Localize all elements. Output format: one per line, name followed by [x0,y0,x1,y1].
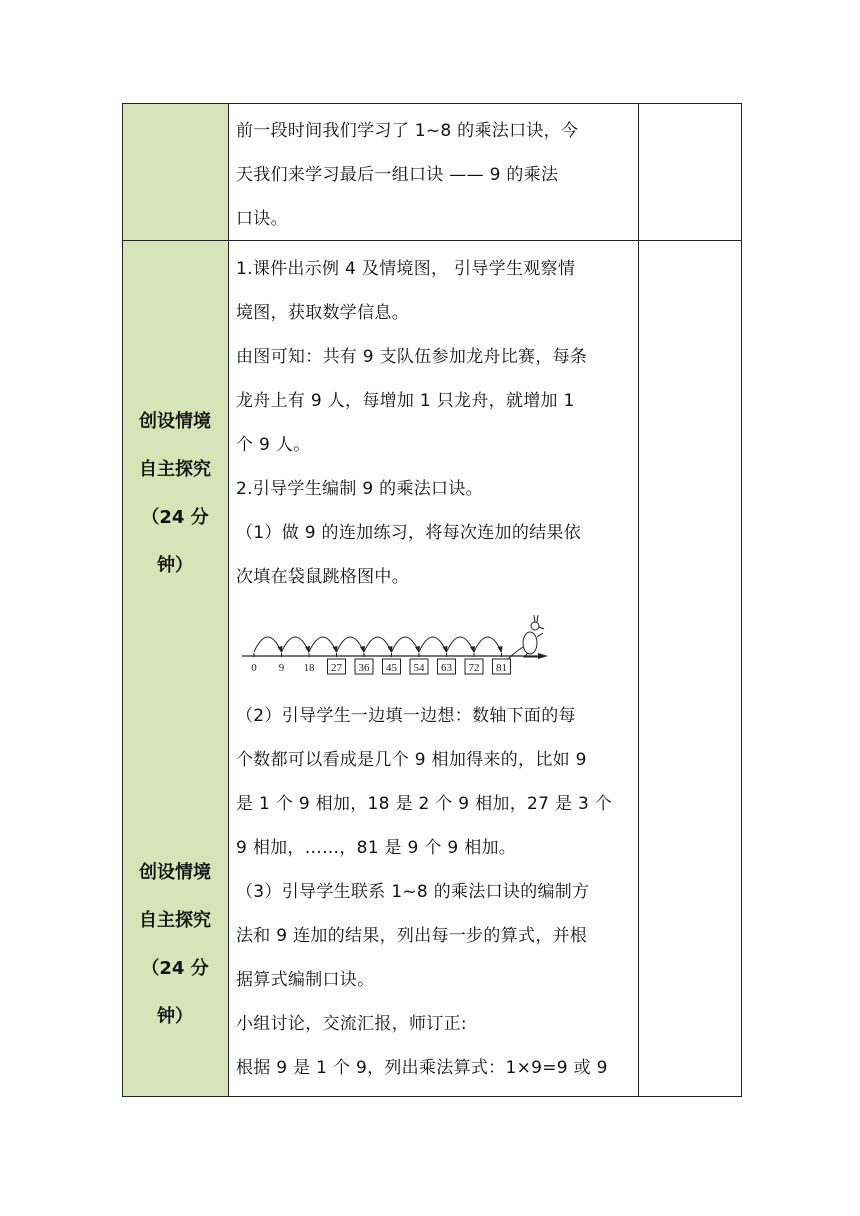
text-line: （1）做 9 的连加练习，将每次连加的结果依 [236,523,582,543]
column-divider-2 [638,103,639,1097]
hop-arc [419,637,447,652]
kangaroo-icon [508,615,544,659]
row1-content-cell [236,109,636,241]
tick-label: 45 [386,662,397,674]
row2-content-cell-a [236,247,636,599]
hop-arc [392,637,420,652]
text-line: 小组讨论，交流汇报，师订正: [236,1014,467,1034]
text-line: 1.课件出示例 4 及情境图， 引导学生观察情 [236,259,576,279]
hop-arrowhead [498,646,503,653]
hop-arc [364,637,392,652]
text-line: 个 9 人。 [236,435,311,455]
text-line: 前一段时间我们学习了 1~8 的乘法口诀，今 [236,121,579,141]
hop-arc [309,637,337,652]
text-line: 2.引导学生编制 9 的乘法口诀。 [236,479,483,499]
hop-arc [447,637,475,652]
kangaroo-number-line [238,611,558,683]
row2-content-cell-b [236,694,636,1090]
text-line: 法和 9 连加的结果，列出每一步的算式，并根 [236,926,588,946]
text-line: 境图，获取数学信息。 [236,303,409,323]
stage-label-2: 创设情境 自主探究 （24 分 钟） [139,862,211,1027]
text-line: 次填在袋鼠跳格图中。 [236,567,409,587]
text-line: 龙舟上有 9 人，每增加 1 只龙舟，就增加 1 [236,391,575,411]
tick-label: 18 [303,662,315,674]
axis-arrow-icon [538,653,548,659]
tick-label: 54 [413,662,425,674]
text-line: 根据 9 是 1 个 9，列出乘法算式：1×9=9 或 9 [236,1058,608,1078]
tick-label: 72 [468,662,480,674]
text-line: 由图可知：共有 9 支队伍参加龙舟比赛，每条 [236,347,588,367]
text-line: 天我们来学习最后一组口诀 —— 9 的乘法 [236,165,559,185]
hop-arc [337,637,365,652]
lesson-table [122,103,742,1097]
text-line: 据算式编制口诀。 [236,970,375,990]
tick-label: 81 [496,662,507,674]
row1-left-cell [122,103,228,240]
tick-label: 9 [278,662,285,674]
table-border-top [122,103,742,104]
tick-label: 0 [251,662,257,674]
text-line: （2）引导学生一边填一边想：数轴下面的每 [236,706,576,726]
table-border-bottom [122,1096,742,1097]
column-divider-1 [228,103,229,1097]
table-border-right [741,103,742,1097]
hop-arc [474,637,502,652]
text-line: 口诀。 [236,209,288,229]
tick-label: 63 [441,662,452,674]
text-line: （3）引导学生联系 1~8 的乘法口诀的编制方 [236,882,590,902]
stage-label-1: 创设情境 自主探究 （24 分 钟） [139,411,211,576]
tick-label: 36 [358,662,370,674]
tick-label: 27 [331,662,342,674]
text-line: 是 1 个 9 相加，18 是 2 个 9 相加，27 是 3 个 [236,794,613,814]
hop-arc [254,637,282,652]
hop-arc [282,637,310,652]
text-line: 9 相加，……，81 是 9 个 9 相加。 [236,838,517,858]
text-line: 个数都可以看成是几个 9 相加得来的，比如 9 [236,750,587,770]
